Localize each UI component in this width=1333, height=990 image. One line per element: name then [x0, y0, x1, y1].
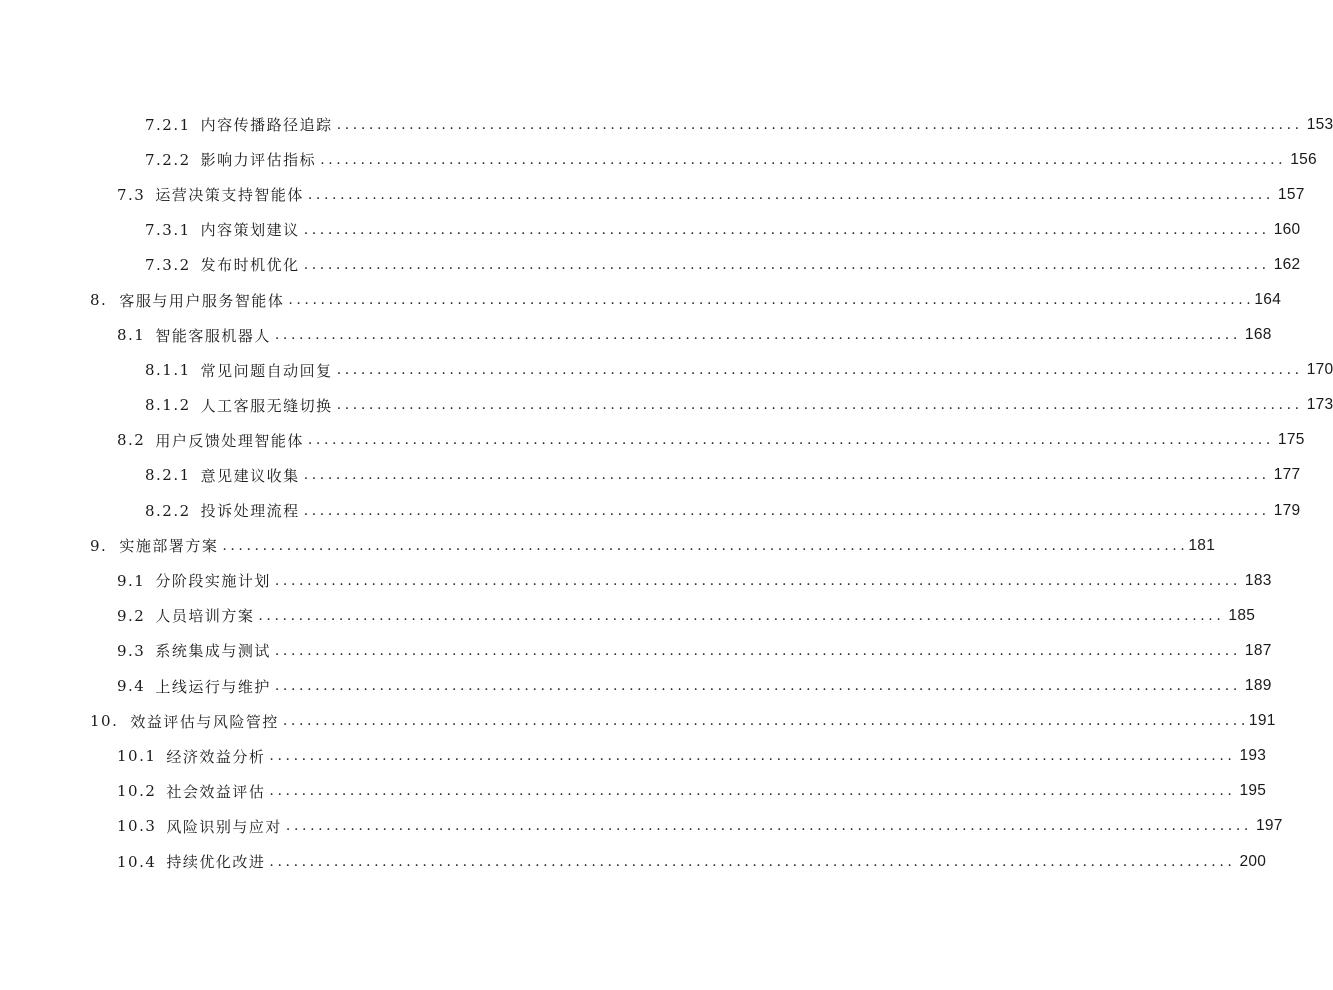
toc-entry-number: 8.2 [117, 431, 146, 450]
toc-entry-number: 7.3 [117, 185, 146, 204]
toc-entry-title: 影响力评估指标 [200, 151, 317, 170]
toc-entry-number: 7.3.2 [145, 255, 191, 274]
toc-page-number: 170 [1306, 361, 1333, 379]
toc-page-number: 197 [1255, 817, 1283, 835]
dot-leader: ........................................................................................................................ [274, 327, 1241, 344]
toc-page-number: 164 [1254, 291, 1282, 309]
toc-entry[interactable] [0, 318, 1272, 353]
toc-entry-title: 客服与用户服务智能体 [119, 291, 285, 310]
toc-entry-number: 8.2.2 [145, 501, 191, 520]
toc-entry-number: 8.1.2 [145, 396, 191, 415]
toc-entry-number: 9. [90, 536, 108, 555]
toc-page-number: 153 [1306, 115, 1333, 133]
toc-entry-title: 用户反馈处理智能体 [155, 431, 304, 450]
toc-entry-number: 8.1.1 [145, 361, 191, 380]
toc-entry-title: 智能客服机器人 [155, 326, 271, 345]
toc-entry-number: 10.4 [117, 852, 157, 871]
toc-entry[interactable] [0, 493, 1301, 528]
toc-page-number: 185 [1228, 606, 1256, 624]
toc-entry[interactable] [0, 353, 1333, 388]
dot-leader: ........................................................................................................................ [336, 116, 1303, 133]
dot-leader: ........................................................................................................................ [269, 748, 1236, 765]
toc-page-number: 179 [1273, 501, 1301, 519]
toc-entry-number: 10.3 [117, 817, 157, 836]
dot-leader: ........................................................................................................................ [285, 818, 1252, 835]
toc-entry[interactable] [0, 423, 1305, 458]
toc-entry-title: 风险识别与应对 [166, 817, 282, 836]
toc-entry[interactable] [0, 212, 1301, 247]
toc-entry[interactable] [0, 563, 1272, 598]
dot-leader: ........................................................................................................................ [274, 678, 1241, 695]
toc-entry-number: 7.2.2 [145, 150, 191, 169]
toc-entry-number: 7.2.1 [145, 115, 191, 134]
dot-leader: ........................................................................................................................ [258, 607, 1225, 624]
toc-entry[interactable] [0, 704, 1276, 739]
dot-leader: ........................................................................................................................ [288, 292, 1255, 309]
toc-page-number: 183 [1244, 571, 1272, 589]
toc-entry-number: 7.3.1 [145, 220, 191, 239]
dot-leader: ........................................................................................................................ [303, 256, 1270, 273]
toc-entry-number: 8. [90, 291, 108, 310]
toc-entry-title: 内容传播路径追踪 [200, 116, 333, 135]
toc-entry-title: 效益评估与风险管控 [130, 712, 279, 731]
toc-entry-title: 内容策划建议 [200, 221, 300, 240]
toc-entry-title: 人员培训方案 [155, 607, 255, 626]
toc-page-number: 193 [1239, 747, 1267, 765]
toc-page-number: 200 [1239, 852, 1267, 870]
dot-leader: ........................................................................................................................ [274, 572, 1241, 589]
toc-entry[interactable] [0, 388, 1333, 423]
dot-leader: ........................................................................................................................ [307, 432, 1274, 449]
dot-leader: ........................................................................................................................ [269, 783, 1236, 800]
toc-entry-number: 10.1 [117, 747, 157, 766]
toc-entry[interactable] [0, 458, 1301, 493]
dot-leader: ........................................................................................................................ [320, 151, 1287, 168]
toc-entry-title: 实施部署方案 [119, 537, 219, 556]
toc-entry-title: 人工客服无缝切换 [200, 396, 333, 415]
toc-page-number: 175 [1277, 431, 1305, 449]
toc-entry[interactable] [0, 107, 1333, 142]
toc-page-number: 156 [1290, 150, 1317, 168]
toc-page-number: 189 [1244, 677, 1272, 695]
toc-entry-number: 10. [90, 712, 119, 731]
toc-entry-title: 投诉处理流程 [200, 502, 300, 521]
toc-entry[interactable] [0, 247, 1301, 282]
dot-leader: ........................................................................................................................ [307, 186, 1274, 203]
toc-entry-title: 发布时机优化 [200, 256, 300, 275]
dot-leader: ........................................................................................................................ [222, 537, 1189, 554]
toc-page-number: 177 [1273, 466, 1301, 484]
table-of-contents [0, 107, 1333, 879]
toc-entry[interactable] [0, 809, 1283, 844]
toc-page-number: 157 [1277, 185, 1305, 203]
toc-entry-title: 意见建议收集 [200, 466, 300, 485]
toc-page-number: 160 [1273, 220, 1301, 238]
toc-entry[interactable] [0, 528, 1216, 563]
dot-leader: ........................................................................................................................ [303, 467, 1270, 484]
toc-entry-title: 社会效益评估 [166, 782, 266, 801]
toc-page-number: 173 [1306, 396, 1333, 414]
dot-leader: ........................................................................................................................ [336, 362, 1303, 379]
toc-entry-title: 上线运行与维护 [155, 677, 271, 696]
toc-entry[interactable] [0, 598, 1256, 633]
toc-entry-number: 9.4 [117, 677, 146, 696]
toc-page-number: 168 [1244, 326, 1272, 344]
toc-entry-number: 9.2 [117, 606, 146, 625]
toc-page-number: 162 [1273, 255, 1301, 273]
toc-entry-number: 10.2 [117, 782, 157, 801]
toc-entry[interactable] [0, 669, 1272, 704]
toc-entry-title: 经济效益分析 [166, 747, 266, 766]
toc-entry-number: 9.3 [117, 641, 146, 660]
dot-leader: ........................................................................................................................ [303, 221, 1270, 238]
toc-page-number: 191 [1248, 712, 1276, 730]
toc-entry-title: 持续优化改进 [166, 853, 266, 872]
toc-entry-title: 系统集成与测试 [155, 642, 271, 661]
toc-entry[interactable] [0, 844, 1267, 879]
toc-page-number: 195 [1239, 782, 1267, 800]
toc-entry[interactable] [0, 739, 1267, 774]
toc-entry-title: 分阶段实施计划 [155, 572, 271, 591]
toc-entry[interactable] [0, 633, 1272, 668]
dot-leader: ........................................................................................................................ [269, 853, 1236, 870]
dot-leader: ........................................................................................................................ [336, 397, 1303, 414]
toc-entry[interactable] [0, 282, 1282, 317]
toc-entry-title: 常见问题自动回复 [200, 361, 333, 380]
toc-entry[interactable] [0, 142, 1317, 177]
dot-leader: ........................................................................................................................ [274, 642, 1241, 659]
dot-leader: ........................................................................................................................ [303, 502, 1270, 519]
toc-entry-number: 8.2.1 [145, 466, 191, 485]
toc-entry-title: 运营决策支持智能体 [155, 186, 304, 205]
dot-leader: ........................................................................................................................ [282, 713, 1249, 730]
toc-entry[interactable] [0, 774, 1267, 809]
toc-entry-number: 9.1 [117, 571, 146, 590]
toc-entry[interactable] [0, 177, 1305, 212]
toc-page-number: 181 [1188, 536, 1216, 554]
toc-entry-number: 8.1 [117, 326, 146, 345]
toc-page-number: 187 [1244, 641, 1272, 659]
